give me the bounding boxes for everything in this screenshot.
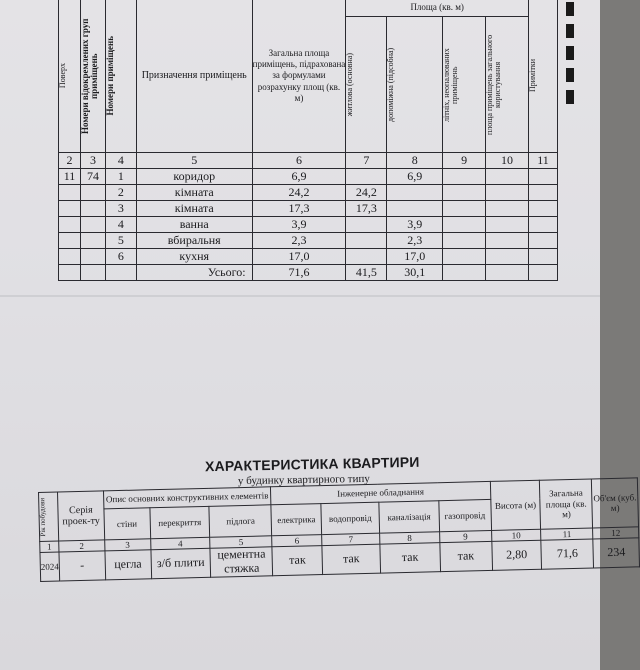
cell-room-no: 3 — [105, 201, 136, 217]
living-area-sum: 41,5 — [346, 265, 387, 281]
cell-volume: 234 — [593, 538, 639, 568]
cell-room-no: 4 — [105, 217, 136, 233]
header-walls: стіни — [104, 508, 151, 540]
cell-purpose: ванна — [136, 217, 252, 233]
header-volume: Об'єм (куб. м) — [592, 478, 639, 528]
cell-empty — [443, 217, 486, 233]
page-fold-line — [0, 295, 600, 297]
cell-gas: так — [440, 542, 493, 572]
header-purpose: Призначення приміщень — [136, 0, 252, 153]
cell-floor — [59, 233, 81, 249]
header-common-use: площа приміщень загального користування — [486, 17, 529, 153]
cell-empty — [529, 201, 558, 217]
col-number: 2 — [59, 153, 81, 169]
header-area-group: Площа (кв. м) — [346, 0, 529, 17]
col-number: 9 — [443, 153, 486, 169]
cell-empty — [443, 185, 486, 201]
cell-empty — [529, 217, 558, 233]
header-engineering: Інженерне обладнання — [271, 481, 491, 504]
header-apt-group: Номери відокремлених груп приміщень — [80, 0, 105, 153]
cell-empty — [486, 217, 529, 233]
cell-empty — [529, 265, 558, 281]
cell-group — [80, 201, 105, 217]
col-number: 3 — [104, 539, 150, 551]
total-area-sum: 71,6 — [252, 265, 346, 281]
header-total-area: Загальна площа (кв. м) — [540, 479, 593, 529]
cell-room-no: 5 — [105, 233, 136, 249]
col-number: 6 — [252, 153, 346, 169]
cell-empty — [486, 265, 529, 281]
cell-total-area: 17,3 — [252, 201, 346, 217]
cell-year: 2024 — [40, 552, 60, 581]
header-gas: газопровід — [439, 499, 492, 531]
header-electric: електрика — [271, 504, 322, 536]
header-structures: Опис основних конструктивних елементів — [103, 487, 271, 509]
col-number: 2 — [59, 540, 105, 552]
header-series: Серія проек-ту — [58, 491, 105, 541]
header-floor: підлога — [209, 505, 272, 538]
cell-total-area: 3,9 — [252, 217, 346, 233]
col-number: 1 — [40, 541, 59, 553]
col-number: 12 — [593, 527, 639, 539]
cell-aux-area: 3,9 — [387, 217, 443, 233]
cell-group — [80, 233, 105, 249]
col-number: 10 — [491, 529, 541, 542]
cell-empty — [59, 265, 81, 281]
cell-empty — [443, 233, 486, 249]
table-row — [59, 233, 558, 249]
cell-purpose: кімната — [136, 201, 252, 217]
cell-living-area — [346, 249, 387, 265]
cell-empty — [105, 265, 136, 281]
total-row — [59, 265, 558, 281]
header-living: житлова (основна) — [346, 17, 387, 153]
cell-group — [80, 217, 105, 233]
cell-empty — [443, 265, 486, 281]
cell-aux-area: 2,3 — [387, 233, 443, 249]
cell-walls: цегла — [105, 550, 151, 580]
characteristics-subtitle: у будинку квартирного типу — [237, 472, 370, 488]
col-number: 7 — [322, 533, 380, 546]
cell-total-area: 6,9 — [252, 169, 346, 185]
aux-area-sum: 30,1 — [387, 265, 443, 281]
cell-empty — [80, 265, 105, 281]
cell-living-area — [346, 233, 387, 249]
col-number: 8 — [387, 153, 443, 169]
cell-total-area: 2,3 — [252, 233, 346, 249]
cell-total-area: 24,2 — [252, 185, 346, 201]
cell-floor — [59, 217, 81, 233]
header-unheated: літніх, неопалюваних приміщень — [443, 17, 486, 153]
cell-group — [80, 249, 105, 265]
header-height: Висота (м) — [490, 480, 541, 530]
cell-water: так — [322, 545, 381, 575]
cell-floor: цементна стяжка — [210, 547, 273, 577]
header-room-no: Номери приміщень — [105, 0, 136, 153]
margin-marks — [566, 0, 574, 120]
cell-empty — [486, 185, 529, 201]
table-row — [59, 169, 558, 185]
col-number: 8 — [380, 532, 440, 545]
cell-electric: так — [272, 546, 323, 576]
cell-empty — [529, 233, 558, 249]
col-number: 10 — [486, 153, 529, 169]
cell-room-no: 6 — [105, 249, 136, 265]
cell-group: 74 — [80, 169, 105, 185]
cell-living-area — [346, 217, 387, 233]
cell-living-area — [346, 169, 387, 185]
header-auxiliary: допоміжна (підсобна) — [387, 17, 443, 153]
header-year: Рік побудови — [39, 492, 59, 541]
cell-total-area: 71,6 — [541, 539, 593, 569]
rooms-table — [58, 0, 558, 281]
cell-living-area: 24,2 — [346, 185, 387, 201]
col-number: 4 — [105, 153, 136, 169]
cell-floor — [59, 185, 81, 201]
table-row — [59, 201, 558, 217]
col-number: 11 — [541, 528, 593, 541]
cell-empty — [443, 249, 486, 265]
cell-floor — [59, 201, 81, 217]
cell-series: - — [59, 551, 105, 581]
cell-empty — [529, 169, 558, 185]
header-notes: Примітки — [529, 0, 558, 153]
col-number: 7 — [346, 153, 387, 169]
header-floor: Поверх — [59, 0, 81, 153]
cell-empty — [486, 233, 529, 249]
header-total-area: Загальна площа приміщень, підрахована за формулами розрахунку площ (кв. м) — [252, 0, 346, 153]
header-sewer: каналізація — [379, 501, 440, 533]
cell-floor-slab: з/б плити — [151, 549, 211, 579]
header-water: водопровід — [321, 502, 380, 534]
cell-aux-area — [387, 201, 443, 217]
table-row — [59, 249, 558, 265]
col-number: 11 — [529, 153, 558, 169]
cell-room-no: 2 — [105, 185, 136, 201]
col-number: 5 — [136, 153, 252, 169]
col-number: 6 — [272, 535, 322, 548]
cell-floor — [59, 249, 81, 265]
cell-empty — [486, 249, 529, 265]
characteristics-table — [38, 477, 640, 582]
cell-empty — [529, 185, 558, 201]
cell-empty — [486, 201, 529, 217]
table-row — [59, 185, 558, 201]
col-number: 9 — [439, 530, 491, 543]
cell-empty — [443, 201, 486, 217]
column-number-row — [59, 153, 558, 169]
cell-height: 2,80 — [491, 541, 541, 571]
cell-purpose: кухня — [136, 249, 252, 265]
total-label: Усього: — [136, 265, 252, 281]
cell-empty — [486, 169, 529, 185]
cell-aux-area: 6,9 — [387, 169, 443, 185]
cell-sewer: так — [380, 543, 440, 573]
cell-room-no: 1 — [105, 169, 136, 185]
cell-aux-area: 17,0 — [387, 249, 443, 265]
cell-empty — [443, 169, 486, 185]
cell-empty — [529, 249, 558, 265]
cell-group — [80, 185, 105, 201]
cell-purpose: коридор — [136, 169, 252, 185]
col-number: 5 — [210, 536, 272, 549]
col-number: 3 — [80, 153, 105, 169]
cell-living-area: 17,3 — [346, 201, 387, 217]
col-number: 4 — [150, 537, 210, 550]
cell-purpose: вбиральня — [136, 233, 252, 249]
cell-floor: 11 — [59, 169, 81, 185]
table-row — [59, 217, 558, 233]
header-floor-slab: перекриття — [150, 506, 211, 538]
cell-total-area: 17,0 — [252, 249, 346, 265]
characteristics-title: ХАРАКТЕРИСТИКА КВАРТИРИ — [204, 453, 420, 475]
cell-purpose: кімната — [136, 185, 252, 201]
cell-aux-area — [387, 185, 443, 201]
